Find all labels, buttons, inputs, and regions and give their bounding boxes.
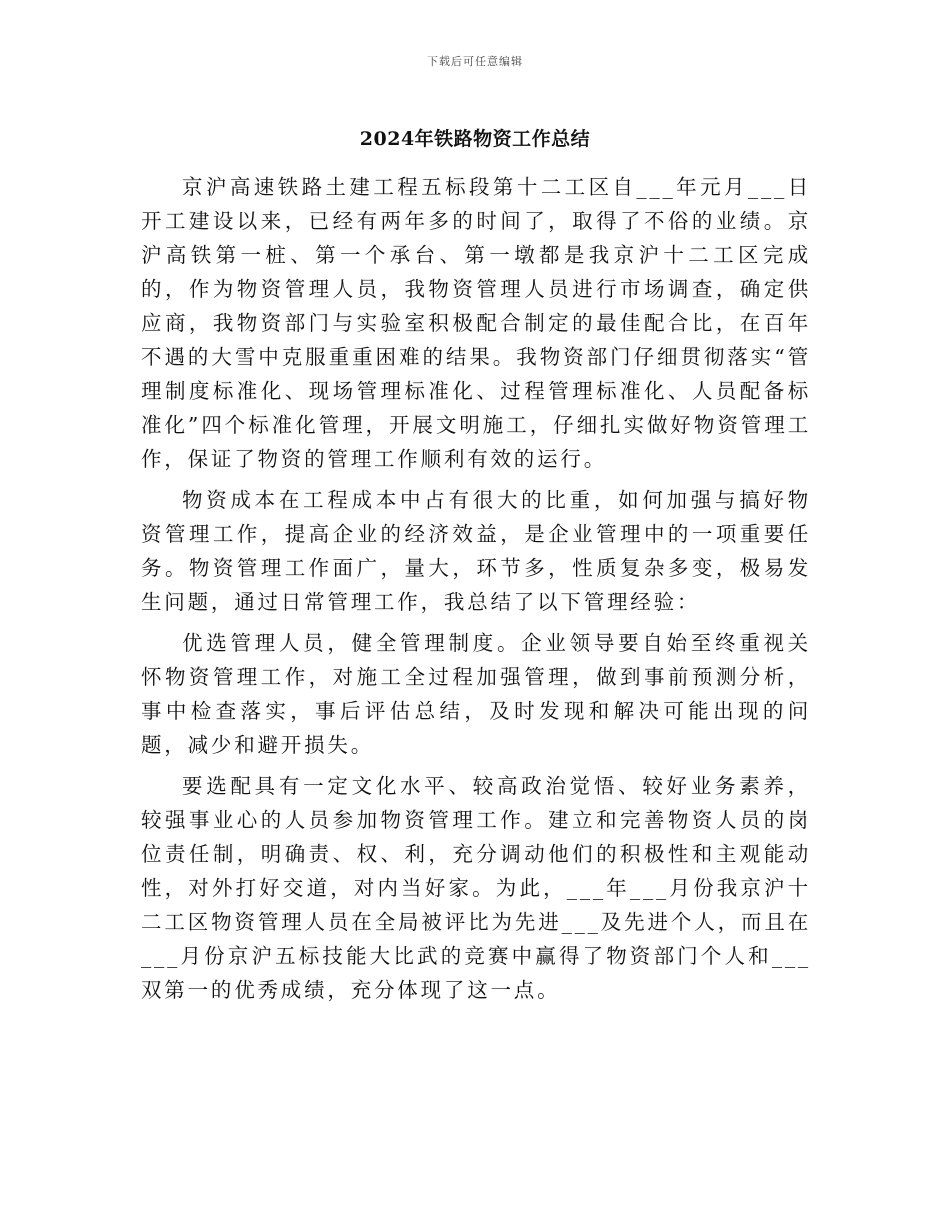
paragraph-1: 京沪高速铁路土建工程五标段第十二工区自___年元月___日开工建设以来，已经有两年多的时间了，取得了不俗的业绩。京沪高铁第一桩、第一个承台、第一墩都是我京沪十二工区完成的，作为物资管理人员，我物资管理人员进行市场调查，确定供应商，我物资部门与实验室积极配合制定的最佳配合比，在百年不遇的大雪中克服重重困难的结果。我物资部门仔细贯彻落实“管理制度标准化、现场管理标准化、过程管理标准化、人员配备标准化”四个标准化管理，开展文明施工，仔细扎实做好物资管理工作，保证了物资的管理工作顺利有效的运行。	[141, 175, 811, 471]
header-note: 下载后可任意编辑	[427, 55, 523, 68]
paragraph-4: 要选配具有一定文化水平、较高政治觉悟、较好业务素养，较强事业心的人员参加物资管理工作。建立和完善物资人员的岗位责任制，明确责、权、利，充分调动他们的积极性和主观能动性，对外打好交道，对内当好家。为此，___年___月份我京沪十二工区物资管理人员在全局被评比为先进___及先进个人，而且在___月份京沪五标技能大比武的竞赛中赢得了物资部门个人和___双第一的优秀成绩，充分体现了这一点。	[141, 774, 811, 1002]
document-title: 2024年铁路物资工作总结	[359, 128, 591, 150]
document-body	[141, 170, 811, 1014]
paragraph-3: 优选管理人员，健全管理制度。企业领导要自始至终重视关怀物资管理工作，对施工全过程加强管理，做到事前预测分析，事中检查落实，事后评估总结，及时发现和解决可能出现的问题，减少和避开损失。	[141, 631, 811, 757]
paragraph-2: 物资成本在工程成本中占有很大的比重，如何加强与搞好物资管理工作，提高企业的经济效益，是企业管理中的一项重要任务。物资管理工作面广，量大，环节多，性质复杂多变，极易发生问题，通过日常管理工作，我总结了以下管理经验：	[141, 488, 811, 614]
